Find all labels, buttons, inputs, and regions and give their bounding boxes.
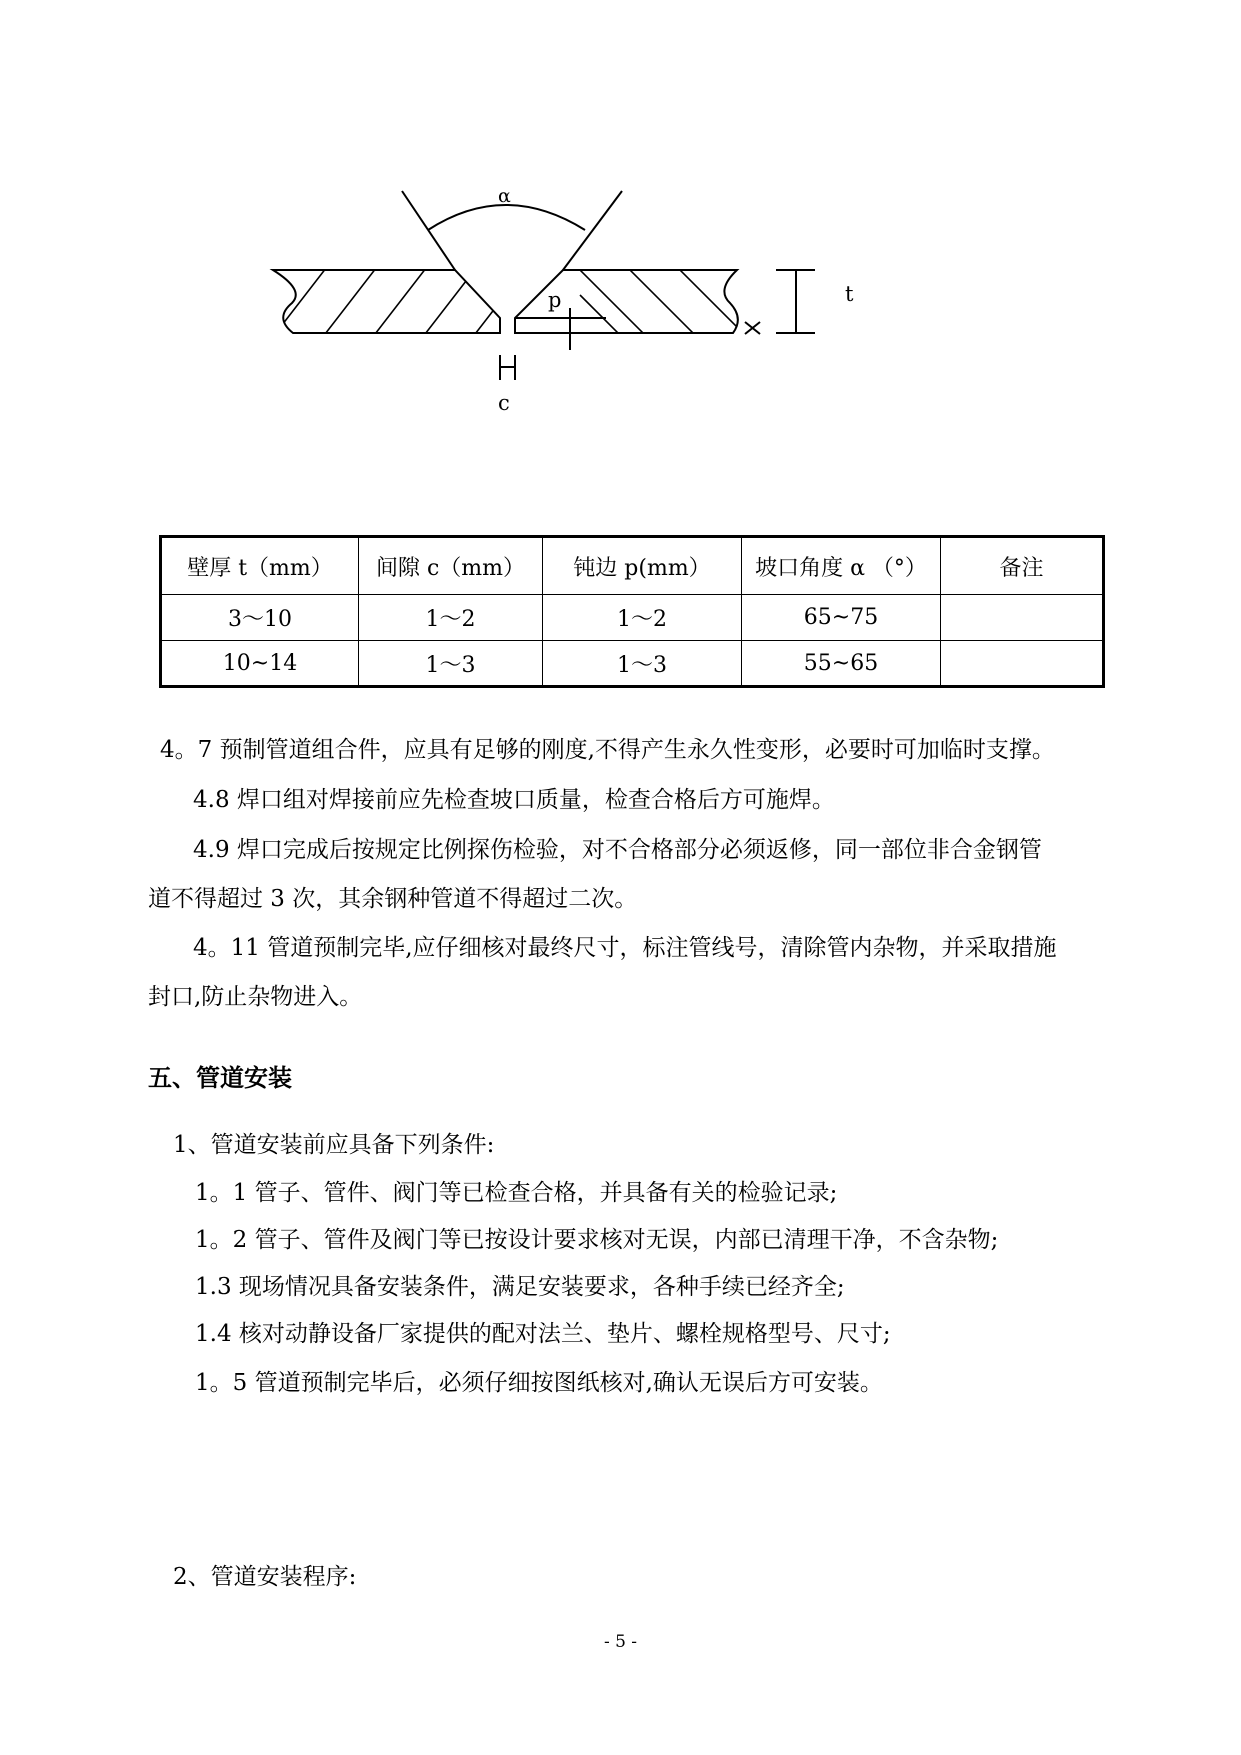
- table-cell: 1～3: [543, 641, 742, 687]
- list-item: 1.4 核对动静设备厂家提供的配对法兰、垫片、螺栓规格型号、尺寸;: [195, 1321, 891, 1347]
- table-cell: 1～3: [359, 641, 543, 687]
- paragraph-4-9-line1: 4.9 焊口完成后按规定比例探伤检验，对不合格部分必须返修，同一部位非合金钢管: [193, 837, 1042, 863]
- page-number: - 5 -: [603, 1632, 638, 1652]
- header-root-face: 钝边 p(mm）: [543, 537, 742, 595]
- table-cell: 65~75: [742, 595, 941, 641]
- groove-spec-table: [159, 535, 1105, 688]
- paragraph-4-7: 4。7 预制管道组合件，应具有足够的刚度,不得产生永久性变形，必要时可加临时支撑。: [160, 737, 1055, 763]
- list-item: 2、管道安装程序:: [173, 1564, 357, 1590]
- header-gap: 间隙 c（mm）: [359, 537, 543, 595]
- header-remarks: 备注: [941, 537, 1104, 595]
- list-item: 1。5 管道预制完毕后，必须仔细按图纸核对,确认无误后方可安装。: [195, 1370, 883, 1396]
- paragraph-4-8: 4.8 焊口组对焊接前应先检查坡口质量，检查合格后方可施焊。: [193, 787, 835, 813]
- header-groove-angle: 坡口角度 α （°）: [742, 537, 941, 595]
- list-item: 1、管道安装前应具备下列条件:: [173, 1132, 495, 1158]
- root-face-label: p: [548, 288, 562, 312]
- thickness-label: t: [845, 282, 854, 306]
- list-item: 1.3 现场情况具备安装条件，满足安装要求，各种手续已经齐全;: [195, 1274, 845, 1300]
- table-cell: [941, 641, 1104, 687]
- weld-groove-diagram: [0, 0, 1241, 460]
- paragraph-4-9-line2: 道不得超过 3 次，其余钢种管道不得超过二次。: [148, 886, 638, 912]
- table-cell: 1～2: [543, 595, 742, 641]
- header-wall-thickness: 壁厚 t（mm）: [161, 537, 359, 595]
- table-cell: 10~14: [161, 641, 359, 687]
- table-cell: 55~65: [742, 641, 941, 687]
- table-cell: 1～2: [359, 595, 543, 641]
- list-item: 1。1 管子、管件、阀门等已检查合格，并具备有关的检验记录;: [195, 1180, 838, 1206]
- table-row: [161, 641, 1104, 687]
- list-item: 1。2 管子、管件及阀门等已按设计要求核对无误，内部已清理干净，不含杂物;: [195, 1227, 999, 1253]
- alpha-label: α: [498, 185, 511, 207]
- table-cell: [941, 595, 1104, 641]
- section-heading: 五、管道安装: [148, 1063, 292, 1092]
- table-header-row: [161, 537, 1104, 595]
- paragraph-4-11-line1: 4。11 管道预制完毕,应仔细核对最终尺寸，标注管线号，清除管内杂物，并采取措施: [193, 935, 1057, 961]
- paragraph-4-11-line2: 封口,防止杂物进入。: [148, 984, 363, 1010]
- table-cell: 3～10: [161, 595, 359, 641]
- gap-label: c: [498, 391, 510, 415]
- table-row: [161, 595, 1104, 641]
